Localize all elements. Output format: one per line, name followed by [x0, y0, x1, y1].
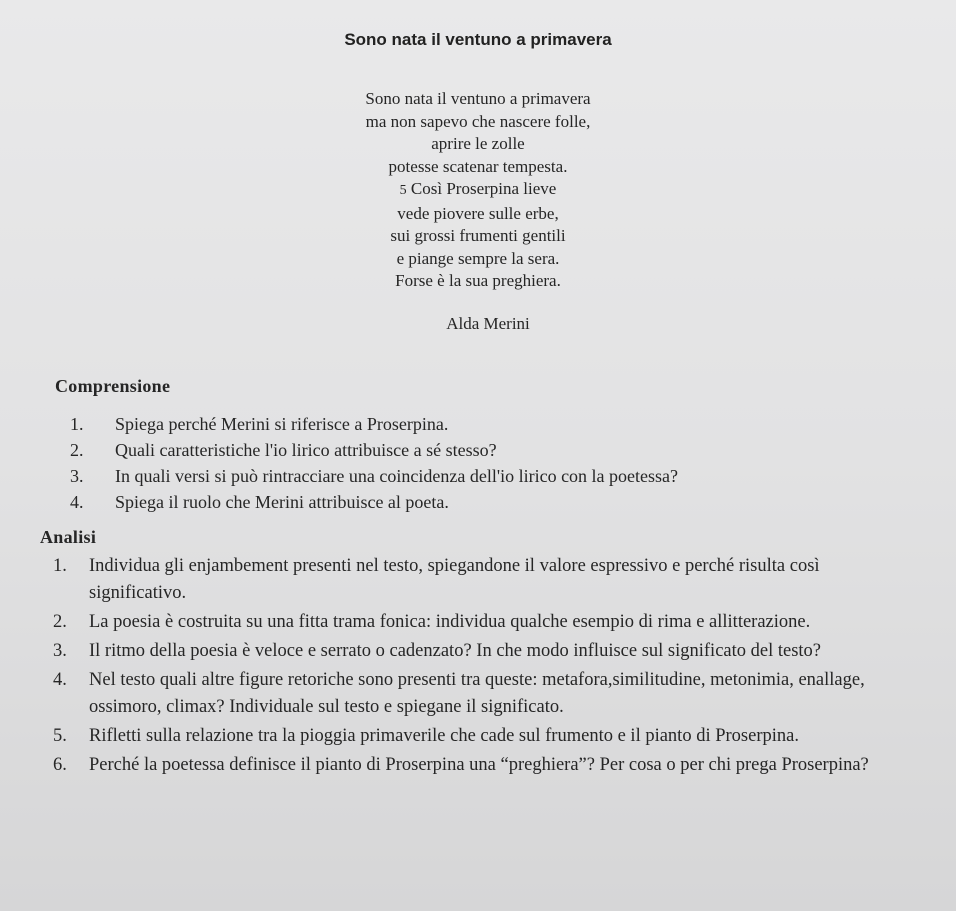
item-number: 4.: [70, 492, 84, 512]
list-item: [53, 667, 903, 721]
item-text: Rifletti sulla relazione tra la pioggia primaverile che cade sul frumento e il pianto di Proserpina.: [89, 726, 799, 746]
list-item: [70, 411, 678, 437]
item-text: Nel testo quali altre figure retoriche sono presenti tra queste: metafora,similitudine, metonimia, enallage, ossimoro, climax? Individuale sul testo e spiegane il significato.: [89, 670, 865, 717]
list-item: [53, 752, 903, 779]
comprensione-list: [70, 411, 678, 515]
item-text: In quali versi si può rintracciare una coincidenza dell'io lirico con la poetessa?: [115, 466, 679, 486]
item-text: Spiega perché Merini si riferisce a Proserpina.: [115, 414, 449, 434]
list-item: [53, 723, 903, 750]
item-number: 2.: [53, 612, 67, 632]
list-item: [70, 437, 678, 463]
list-item: [53, 553, 903, 607]
page-title: Sono nata il ventuno a primavera: [344, 30, 612, 49]
item-number: 1.: [70, 414, 84, 434]
list-item: [53, 638, 903, 665]
item-number: 6.: [53, 755, 67, 775]
item-number: 2.: [70, 440, 84, 460]
item-text: Spiega il ruolo che Merini attribuisce al poeta.: [115, 492, 449, 512]
item-text: La poesia è costruita su una fitta trama fonica: individua qualche esempio di rima e allitterazione.: [89, 612, 811, 632]
list-item: [53, 609, 903, 636]
line-number: 5: [399, 183, 407, 198]
section-heading-comprensione: Comprensione: [55, 376, 171, 396]
poem-line: Sono nata il ventuno a primavera: [365, 89, 591, 108]
poem: [258, 88, 698, 293]
item-number: 3.: [70, 466, 84, 486]
poem-line: vede piovere sulle erbe,: [397, 203, 559, 223]
poem-line: ma non sapevo che nascere folle,: [365, 111, 591, 131]
list-item: [70, 463, 678, 489]
item-number: 3.: [53, 641, 67, 661]
poem-line-text: Così Proserpina lieve: [410, 179, 557, 198]
item-number: 5.: [53, 726, 67, 746]
list-item: [70, 489, 678, 515]
item-text: Quali caratteristiche l'io lirico attribuisce a sé stesso?: [115, 440, 497, 460]
poem-line: [258, 178, 698, 203]
poem-author: Alda Merini: [446, 314, 530, 333]
item-text: Perché la poetessa definisce il pianto di Proserpina una “preghiera”? Per cosa o per chi prega Proserpina?: [89, 755, 869, 775]
poem-line: aprire le zolle: [431, 134, 525, 153]
section-heading-analisi: Analisi: [40, 527, 97, 547]
poem-line: sui grossi frumenti gentili: [390, 226, 566, 245]
item-number: 4.: [53, 670, 67, 690]
analisi-list: [53, 553, 903, 781]
poem-line: Forse è la sua preghiera.: [395, 271, 561, 290]
poem-line: e piange sempre la sera.: [396, 248, 560, 268]
poem-line: potesse scatenar tempesta.: [388, 156, 568, 176]
item-number: 1.: [53, 556, 67, 576]
item-text: Il ritmo della poesia è veloce e serrato o cadenzato? In che modo influisce sul significato del testo?: [89, 641, 822, 661]
item-text: Individua gli enjambement presenti nel testo, spiegandone il valore espressivo e perché risulta così significativo.: [89, 556, 820, 603]
